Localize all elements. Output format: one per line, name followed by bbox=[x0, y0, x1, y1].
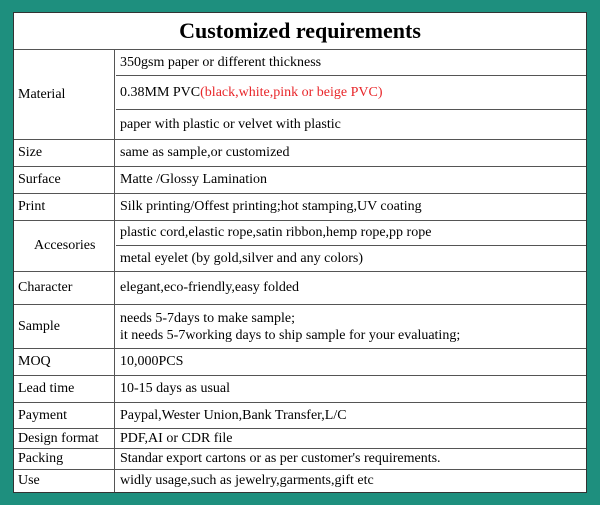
character-value: elegant,eco-friendly,easy folded bbox=[120, 280, 300, 295]
label-size: Size bbox=[14, 140, 115, 166]
row-payment bbox=[14, 403, 586, 429]
lead-time-value: 10-15 days as usual bbox=[120, 381, 231, 396]
row-sample bbox=[14, 305, 586, 349]
surface-value: Matte /Glossy Lamination bbox=[120, 172, 267, 187]
row-size bbox=[14, 140, 586, 167]
material-value-2 bbox=[116, 76, 586, 110]
row-use bbox=[14, 470, 586, 492]
row-moq bbox=[14, 349, 586, 376]
label-design-format: Design format bbox=[14, 429, 115, 448]
label-sample: Sample bbox=[14, 305, 115, 348]
sample-line-1: needs 5-7days to make sample; bbox=[120, 310, 295, 326]
print-value: Silk printing/Offest printing;hot stamping,UV coating bbox=[120, 199, 422, 214]
label-packing: Packing bbox=[14, 449, 115, 469]
material-value-3: paper with plastic or velvet with plastic bbox=[120, 116, 341, 132]
moq-value: 10,000PCS bbox=[120, 354, 184, 369]
size-value: same as sample,or customized bbox=[120, 145, 290, 160]
requirements-table bbox=[13, 12, 587, 493]
label-surface: Surface bbox=[14, 167, 115, 193]
label-accessories: Accesories bbox=[14, 221, 115, 271]
row-design-format bbox=[14, 429, 586, 449]
row-lead-time bbox=[14, 376, 586, 403]
row-character bbox=[14, 272, 586, 305]
row-surface bbox=[14, 167, 586, 194]
material-value-1: 350gsm paper or different thickness bbox=[116, 50, 586, 76]
label-use: Use bbox=[14, 470, 115, 492]
label-payment: Payment bbox=[14, 403, 115, 428]
label-print: Print bbox=[14, 194, 115, 220]
table-title: Customized requirements bbox=[14, 13, 586, 50]
accessories-value-1: plastic cord,elastic rope,satin ribbon,hemp rope,pp rope bbox=[116, 221, 586, 246]
label-lead-time: Lead time bbox=[14, 376, 115, 402]
label-material: Material bbox=[14, 50, 115, 139]
row-accessories bbox=[14, 221, 586, 272]
row-packing bbox=[14, 449, 586, 470]
row-print bbox=[14, 194, 586, 221]
sample-line-2: it needs 5-7working days to ship sample for your evaluating; bbox=[120, 327, 461, 343]
row-material bbox=[14, 50, 586, 140]
design-format-value: PDF,AI or CDR file bbox=[120, 430, 233, 446]
sample-value bbox=[116, 305, 586, 348]
material-pvc-text: 0.38MM PVC bbox=[120, 84, 201, 100]
payment-value: Paypal,Wester Union,Bank Transfer,L/C bbox=[120, 407, 347, 423]
packing-value: Standar export cartons or as per customer's requirements. bbox=[120, 451, 441, 466]
accessories-value-2: metal eyelet (by gold,silver and any colors) bbox=[120, 250, 363, 266]
label-moq: MOQ bbox=[14, 349, 115, 375]
label-character: Character bbox=[14, 272, 115, 304]
material-pvc-colors: (black,white,pink or beige PVC) bbox=[200, 84, 383, 100]
use-value: widly usage,such as jewelry,garments,gift etc bbox=[120, 473, 374, 488]
